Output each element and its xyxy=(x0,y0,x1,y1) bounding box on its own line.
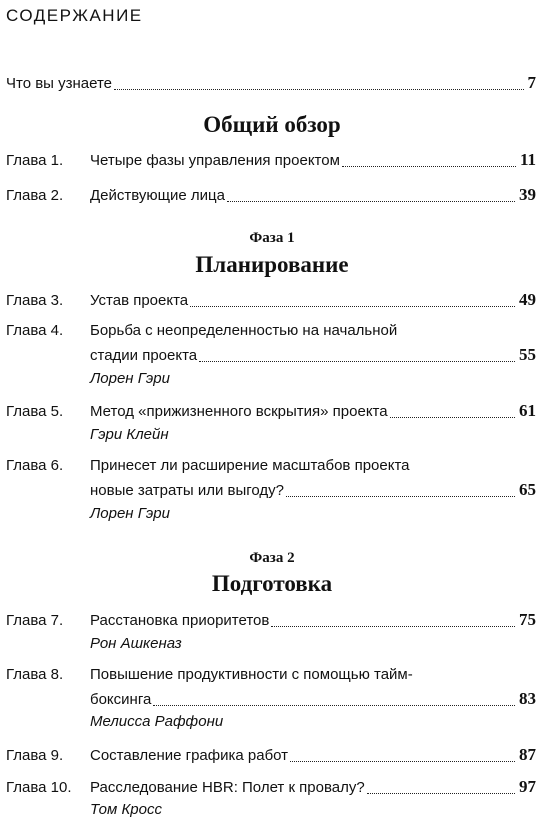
page-number: 39 xyxy=(519,185,536,204)
entry-title: Четыре фазы управления проектом xyxy=(90,152,340,169)
chapter-number: Глава 2. xyxy=(6,187,64,204)
dot-leader xyxy=(390,416,515,418)
chapter-author: Рон Ашкеназ xyxy=(90,635,182,652)
dot-leader xyxy=(199,360,515,362)
chapter-number: Глава 10. xyxy=(6,779,72,796)
dot-leader xyxy=(286,495,515,497)
toc-entry-chapter-3[interactable] xyxy=(6,290,536,312)
entry-title: Принесет ли расширение масштабов проекта xyxy=(90,457,410,474)
chapter-number: Глава 8. xyxy=(6,666,64,683)
page-number: 7 xyxy=(527,73,536,92)
toc-entry-chapter-5[interactable] xyxy=(6,401,536,423)
toc-entry-chapter-8-line1[interactable] xyxy=(6,666,536,688)
chapter-number: Глава 3. xyxy=(6,292,64,309)
page-number: 83 xyxy=(519,689,536,708)
toc-entry-chapter-4-line2[interactable] xyxy=(90,345,536,367)
toc-entry-chapter-8-line2[interactable] xyxy=(90,689,536,711)
chapter-number: Глава 4. xyxy=(6,322,64,339)
chapter-number: Глава 9. xyxy=(6,747,64,764)
dot-leader xyxy=(153,704,515,706)
toc-entry-intro[interactable] xyxy=(6,73,536,95)
page-number: 11 xyxy=(519,150,536,169)
dot-leader xyxy=(190,305,515,307)
section-heading-overview: Общий обзор xyxy=(203,112,341,137)
entry-title: Расстановка приоритетов xyxy=(90,612,270,629)
section-heading-planning: Планирование xyxy=(195,252,349,277)
chapter-author: Лорен Гэри xyxy=(90,505,170,522)
page-number: 61 xyxy=(519,401,536,420)
dot-leader xyxy=(290,760,515,762)
toc-entry-chapter-4-line1[interactable] xyxy=(6,322,536,344)
toc-title: СОДЕРЖАНИЕ xyxy=(6,6,143,25)
entry-title: Действующие лица xyxy=(90,187,225,204)
toc-entry-chapter-2[interactable] xyxy=(6,185,536,207)
entry-title: Составление графика работ xyxy=(90,747,289,764)
entry-title-continued: боксинга xyxy=(90,691,152,708)
entry-title: Что вы узнаете xyxy=(6,75,113,92)
page-number: 65 xyxy=(519,480,536,499)
page-number: 49 xyxy=(519,290,536,309)
toc-entry-chapter-6-line1[interactable] xyxy=(6,457,536,479)
chapter-number: Глава 7. xyxy=(6,612,64,629)
page-number: 87 xyxy=(519,745,536,764)
page-number: 55 xyxy=(519,345,536,364)
entry-title-continued: новые затраты или выгоду? xyxy=(90,482,284,499)
toc-entry-chapter-1[interactable] xyxy=(6,150,536,172)
page-number: 75 xyxy=(519,610,536,629)
chapter-number: Глава 5. xyxy=(6,403,64,420)
entry-title: Устав проекта xyxy=(90,292,189,309)
chapter-number: Глава 1. xyxy=(6,152,64,169)
dot-leader xyxy=(271,625,515,627)
chapter-author: Лорен Гэри xyxy=(90,370,170,387)
chapter-author: Том Кросс xyxy=(90,801,162,818)
entry-title-continued: стадии проекта xyxy=(90,347,198,364)
phase-label-2: Фаза 2 xyxy=(249,550,295,566)
entry-title: Метод «прижизненного вскрытия» проекта xyxy=(90,403,388,420)
section-heading-preparation: Подготовка xyxy=(211,571,333,596)
chapter-number: Глава 6. xyxy=(6,457,64,474)
dot-leader xyxy=(367,792,515,794)
entry-title: Борьба с неопределенностью на начальной xyxy=(90,322,398,339)
chapter-author: Гэри Клейн xyxy=(90,426,169,443)
dot-leader xyxy=(342,165,516,167)
phase-label-1: Фаза 1 xyxy=(249,230,295,246)
toc-entry-chapter-9[interactable] xyxy=(6,745,536,767)
dot-leader xyxy=(114,88,523,90)
toc-entry-chapter-10[interactable] xyxy=(6,777,536,799)
dot-leader xyxy=(227,200,515,202)
page-number: 97 xyxy=(519,777,536,796)
chapter-author: Мелисса Раффони xyxy=(90,713,224,730)
entry-title: Повышение продуктивности с помощью тайм- xyxy=(90,666,413,683)
entry-title: Расследование HBR: Полет к провалу? xyxy=(90,779,365,796)
toc-entry-chapter-6-line2[interactable] xyxy=(90,480,536,502)
toc-entry-chapter-7[interactable] xyxy=(6,610,536,632)
